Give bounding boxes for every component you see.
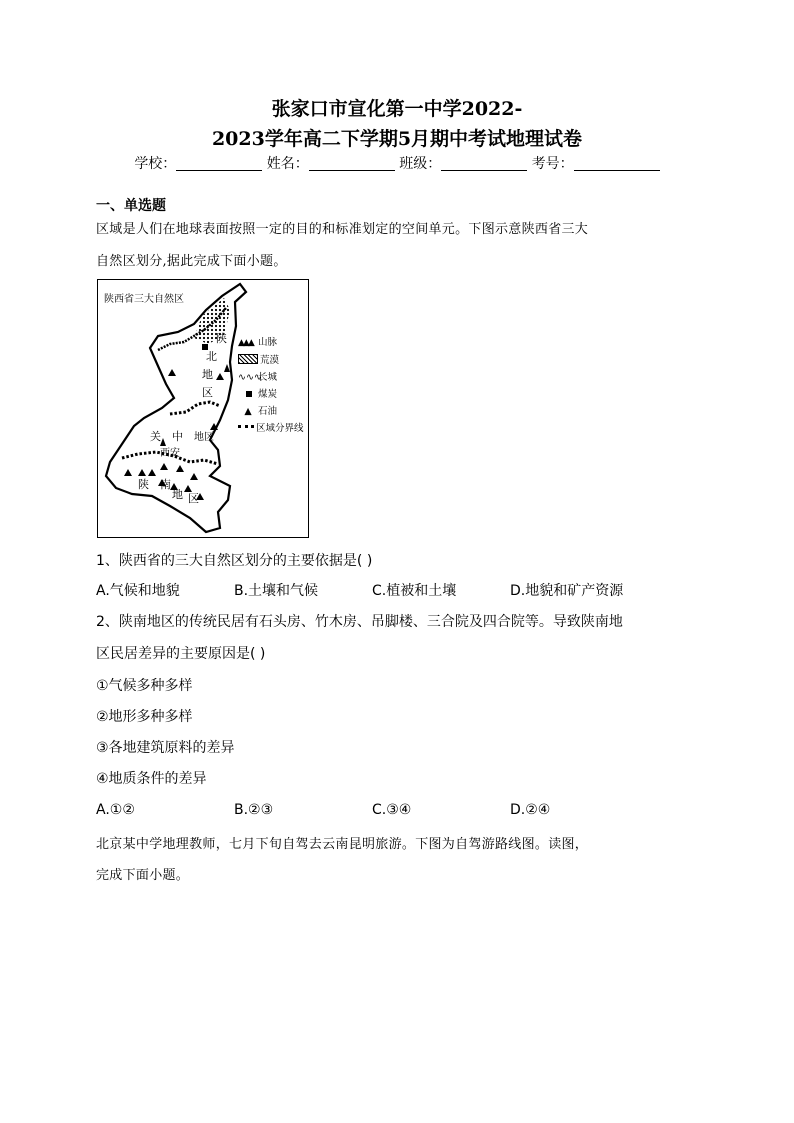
wall-icon: ∿∿∿ <box>238 372 262 383</box>
region-north-label: 陕 北 地 区 <box>202 332 227 399</box>
passage1-line2: 自然区划分,据此完成下面小题。 <box>96 254 287 269</box>
q2-item-4: ④地质条件的差异 <box>96 771 207 787</box>
region-south-label-3: 地 <box>172 488 183 501</box>
coal-icon <box>246 391 252 397</box>
shaanxi-regions-map <box>97 279 309 538</box>
school-label: 学校： <box>134 156 177 172</box>
region-south-label-4: 区 <box>188 492 199 505</box>
passage1-line1: 区域是人们在地球表面按照一定的目的和标准划定的空间单元。下图示意陕西省三大 <box>96 222 589 237</box>
q2-option-a[interactable]: A.①② <box>96 802 135 818</box>
q2-stem-line2: 区民居差异的主要原因是( ) <box>96 646 266 662</box>
q1-option-b[interactable]: B.土壤和气候 <box>234 583 319 599</box>
q1-option-c[interactable]: C.植被和土壤 <box>372 583 457 599</box>
city-xian-label: 西安 <box>160 448 180 459</box>
region-central-label-1: 关 <box>150 430 161 443</box>
student-info-row <box>0 154 794 174</box>
q2-option-c[interactable]: C.③④ <box>372 802 412 818</box>
class-label: 班级： <box>399 156 442 172</box>
region-central-label-3: 地区 <box>194 432 214 443</box>
boundary-north-central <box>170 402 220 414</box>
q2-option-d[interactable]: D.②④ <box>510 802 551 818</box>
class-blank[interactable] <box>441 156 527 171</box>
exam-number-label: 考号： <box>531 156 574 172</box>
q2-stem-line1: 2、陕南地区的传统民居有石头房、竹木房、吊脚楼、三合院及四合院等。导致陕南地 <box>96 614 623 630</box>
q1-option-a[interactable]: A.气候和地貌 <box>96 583 180 599</box>
exam-title-line1: 张家口市宣化第一中学2022- <box>271 98 523 120</box>
q1-stem: 1、陕西省的三大自然区划分的主要依据是( ) <box>96 553 373 569</box>
mountain-icon: ▲▲▲ <box>238 338 253 348</box>
q2-item-2: ②地形多种多样 <box>96 709 193 725</box>
q2-item-3: ③各地建筑原料的差异 <box>96 740 235 756</box>
region-south-label-2: 南 <box>160 478 171 491</box>
region-central-label-2: 中 <box>172 430 183 443</box>
passage2-line1: 北京某中学地理教师，七月下旬自驾去云南昆明旅游。下图为自驾游路线图。读图， <box>96 837 589 852</box>
q2-item-1: ①气候多种多样 <box>96 678 193 694</box>
legend-boundary: 区域分界线 <box>238 420 304 437</box>
map-title: 陕西省三大自然区 <box>104 294 184 305</box>
legend-wall: ∿∿∿长城 <box>238 369 304 386</box>
passage2-line2: 完成下面小题。 <box>96 868 190 883</box>
q1-option-d[interactable]: D.地貌和矿产资源 <box>510 583 624 599</box>
map-legend <box>238 334 304 437</box>
region-south-label-1: 陕 <box>138 478 149 491</box>
desert-icon <box>238 354 258 364</box>
school-blank[interactable] <box>176 156 262 171</box>
legend-desert: 荒漠 <box>238 352 304 369</box>
exam-title-line2: 2023学年高二下学期5月期中考试地理试卷 <box>211 128 583 150</box>
exam-number-blank[interactable] <box>574 156 660 171</box>
legend-coal: 煤炭 <box>238 386 304 403</box>
name-label: 姓名： <box>266 156 309 172</box>
section-heading: 一、单选题 <box>96 198 166 214</box>
q2-options <box>96 800 696 820</box>
legend-mountain: ▲▲▲ 山脉 <box>238 334 304 352</box>
q1-options <box>96 581 696 601</box>
q2-option-b[interactable]: B.②③ <box>234 802 274 818</box>
boundary-icon <box>238 425 254 428</box>
legend-oil: ▲ 石油 <box>238 403 304 420</box>
name-blank[interactable] <box>309 156 395 171</box>
oil-icon: ▲ <box>244 406 252 417</box>
